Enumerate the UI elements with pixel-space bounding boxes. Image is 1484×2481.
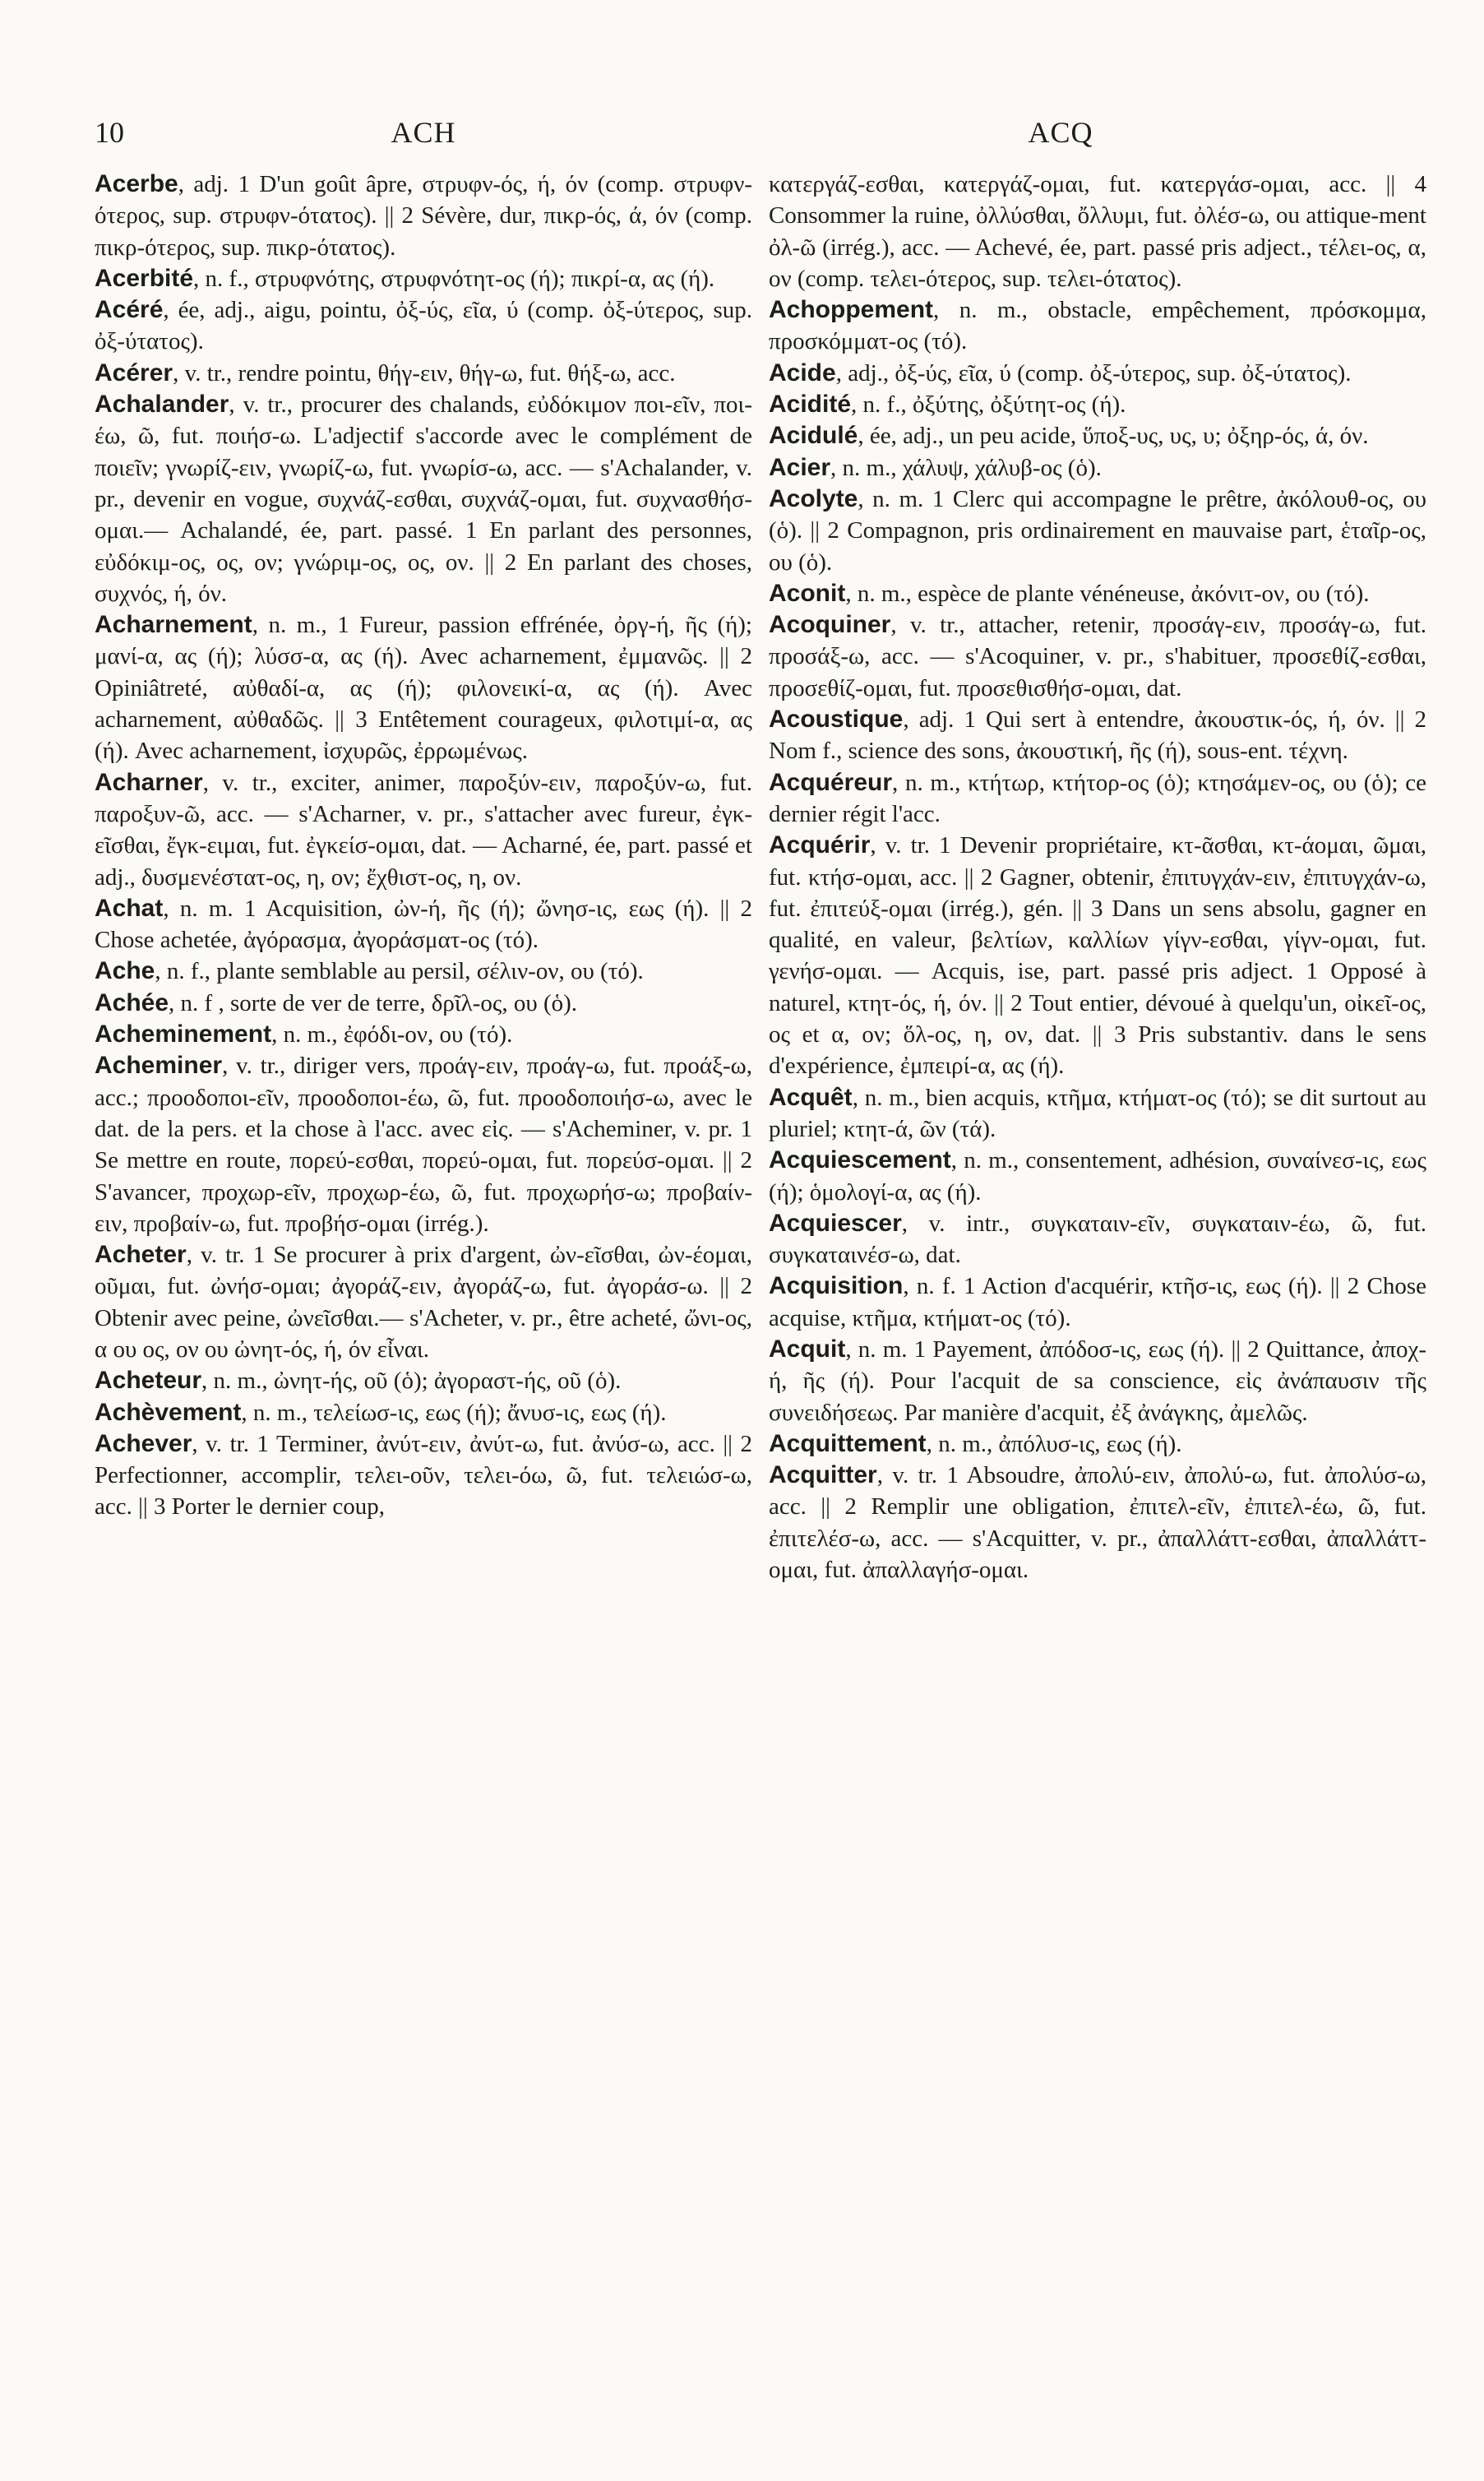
entry-headword: Ache (95, 957, 155, 985)
entry-definition: , v. intr., συγκαταιν-εῖν, συγκαταιν-έω, ῶ, fut. συγκαταινέσ-ω, dat. (769, 1210, 1426, 1269)
dictionary-entry (769, 389, 1426, 420)
entry-definition: , n. m., bien acquis, κτῆμα, κτήματ-ος (τό); se dit surtout au pluriel; κτητ-ά, ῶν (τά). (769, 1084, 1426, 1142)
entry-headword: Acheteur (95, 1367, 202, 1395)
entry-headword: Aconit (769, 579, 846, 607)
entry-headword: Acide (769, 359, 836, 386)
entry-headword: Acquitter (769, 1461, 877, 1489)
dictionary-entry (95, 893, 752, 956)
entry-headword: Acier (769, 453, 831, 481)
dictionary-entry (769, 1145, 1426, 1208)
entry-definition: , n. m. 1 Acquisition, ὠν-ή, ῆς (ή); ὤνησ-ις, εως (ή). || 2 Chose achetée, ἀγόρασμα, ἀγοράσματ-ος (τό). (95, 895, 752, 954)
entry-headword: Acolyte (769, 484, 858, 512)
entry-definition: , n. m., espèce de plante vénéneuse, ἀκόνιτ-ον, ου (τό). (845, 580, 1370, 607)
dictionary-entry (769, 609, 1426, 704)
entry-headword: Acerbe (95, 170, 178, 197)
entry-definition: , v. tr. 1 Absoudre, ἀπολύ-ειν, ἀπολύ-ω, fut. ἀπολύσ-ω, acc. || 2 Remplir une obligation, ἐπιτελ-εῖν, ἐπιτελ-έω, ῶ, fut. ἐπιτελέσ-ω, acc. — s'Acquitter, v. pr., ἀπαλλάττ-εσθαι, ἀπαλλάττ-ομαι, fut. ἀπαλλαγήσ-ομαι. (769, 1462, 1426, 1584)
entry-definition: , adj., ὀξ-ύς, εῖα, ύ (comp. ὀξ-ύτερος, sup. ὀξ-ύτατος). (835, 359, 1352, 386)
entry-headword: Acquit (769, 1335, 846, 1363)
entry-definition: , n. m., ἐφόδι-ον, ου (τό). (271, 1021, 513, 1048)
entry-definition: , ée, adj., aigu, pointu, ὀξ-ύς, εῖα, ύ (comp. ὀξ-ύτερος, sup. ὀξ-ύτατος). (95, 297, 752, 355)
dictionary-entry (769, 420, 1426, 451)
entry-definition: , adj. 1 D'un goût âpre, στρυφν-ός, ή, όν (comp. στρυφν-ότερος, sup. στρυφν-ότατος). || 2 Sévère, dur, πικρ-ός, ά, όν (comp. πικρ-ότερος, sup. πικρ-ότατος). (95, 171, 752, 261)
dictionary-entry (769, 704, 1426, 767)
entry-headword: Acoustique (769, 706, 904, 734)
dictionary-entry (769, 1334, 1426, 1428)
dictionary-entry (95, 389, 752, 609)
dictionary-entry (95, 358, 752, 389)
entry-headword: Acquiescement (769, 1146, 951, 1174)
entry-definition: , n. m. 1 Clerc qui accompagne le prêtre, ἀκόλουθ-ος, ου (ὁ). || 2 Compagnon, pris ordinairement en mauvaise part, ἑταῖρ-ος, ου (ὁ). (769, 485, 1426, 576)
dictionary-entry (95, 1365, 752, 1396)
entry-headword: Acquéreur (769, 768, 893, 796)
dictionary-entry (769, 294, 1426, 358)
page-header (95, 115, 1389, 156)
page-number: 10 (95, 116, 124, 149)
entry-definition: , n. m., ὠνητ-ής, οῦ (ὁ); ἀγοραστ-ής, οῦ (ὁ). (201, 1368, 622, 1395)
entry-headword: Achat (95, 894, 164, 922)
dictionary-entry (95, 1019, 752, 1050)
entry-headword: Acharner (95, 768, 203, 796)
entry-headword: Acéré (95, 296, 164, 324)
entry-definition: , n. f., ὀξύτης, ὀξύτητ-ος (ή). (851, 391, 1126, 419)
left-guide-word: ACH (391, 116, 456, 149)
dictionary-entry (769, 484, 1426, 578)
dictionary-entry (769, 358, 1426, 389)
dictionary-entry (769, 767, 1426, 831)
entry-definition: , n. m. 1 Payement, ἀπόδοσ-ις, εως (ή). || 2 Quittance, ἀποχ-ή, ῆς (ή). Pour l'acquit de sa conscience, εἰς ἀνάπαυσιν τῆς συνειδήσεως. Par manière d'acquit, ἐξ ἀνάγκης, ἀμελῶς. (769, 1335, 1426, 1426)
dictionary-entry (95, 609, 752, 766)
entry-definition: , n. m., 1 Fureur, passion effrénée, ὀργ-ή, ῆς (ή); μανί-α, ας (ή); λύσσ-α, ας (ή). Avec acharnement, ἐμμανῶς. || 2 Opiniâtreté, αὐθαδί-α, ας (ή); φιλονεικί-α, ας (ή). Avec acharnement, αὐθαδῶς. || 3 Entêtement courageux, φιλοτιμί-α, ας (ή). Avec acharnement, ἰσχυρῶς, ἐρρωμένως. (95, 612, 752, 765)
entry-definition: , n. f., plante semblable au persil, σέλιν-ον, ου (τό). (155, 958, 644, 985)
entry-definition: , v. tr., procurer des chalands, εὐδόκιμον ποι-εῖν, ποι-έω, ῶ, fut. ποιήσ-ω. L'adjectif s'accorde avec le complément de ποιεῖν; γνωρίζ-ειν, γνωρίζ-ω, fut. γνωρίσ-ω, acc. — s'Achalander, v. pr., devenir en vogue, συχνάζ-εσθαι, συχνάζ-ομαι, fut. συχνασθήσ-ομαι.— Achalandé, ée, part. passé. 1 En parlant des personnes, εὐδόκιμ-ος, ος, ον; γνώριμ-ος, ος, ον. || 2 En parlant des choses, συχνός, ή, όν. (95, 391, 752, 607)
entry-definition: , n. f., στρυφνότης, στρυφνότητ-ος (ή); πικρί-α, ας (ή). (193, 265, 715, 292)
entry-definition: , adj. 1 Qui sert à entendre, ἀκουστικ-ός, ή, όν. || 2 Nom f., science des sons, ἀκουστική, ῆς (ή), sous-ent. τέχνη. (769, 706, 1426, 765)
dictionary-entry (769, 830, 1426, 1081)
entry-headword: Achée (95, 988, 169, 1016)
entry-headword: Acheter (95, 1241, 187, 1269)
right-guide-word: ACQ (1028, 116, 1093, 149)
entry-headword: Acquittement (769, 1429, 927, 1457)
dictionary-entry (95, 169, 752, 263)
entry-definition: , n. f. 1 Action d'acquérir, κτῆσ-ις, εως (ή). || 2 Chose acquise, κτῆμα, κτήματ-ος (τό). (769, 1273, 1426, 1331)
dictionary-entry (95, 263, 752, 294)
entry-headword: Acquêt (769, 1083, 853, 1111)
entry-headword: Acquisition (769, 1272, 904, 1300)
dictionary-entry (769, 169, 1426, 294)
entry-definition: , ée, adj., un peu acide, ὕποξ-υς, υς, υ; ὀξηρ-ός, ά, όν. (858, 423, 1369, 450)
entry-headword: Acharnement (95, 611, 252, 639)
entry-definition: , n. m., ἀπόλυσ-ις, εως (ή). (926, 1430, 1182, 1457)
dictionary-entry (769, 1460, 1426, 1585)
entry-definition: , v. tr., rendre pointu, θήγ-ειν, θήγ-ω, fut. θήξ-ω, acc. (173, 359, 676, 386)
entry-definition: , n. m., χάλυψ, χάλυβ-ος (ὁ). (830, 454, 1102, 481)
entry-definition: , v. tr. 1 Terminer, ἀνύτ-ειν, ἀνύτ-ω, fut. ἀνύσ-ω, acc. || 2 Perfectionner, accomplir, τελει-οῦν, τελει-όω, ῶ, fut. τελειώσ-ω, acc. || 3 Porter le dernier coup, (95, 1430, 752, 1521)
entry-definition: , n. m., consentement, adhésion, συναίνεσ-ις, εως (ή); ὁμολογί-α, ας (ή). (769, 1147, 1426, 1206)
entry-headword: Acoquiner (769, 611, 891, 639)
entry-definition: , v. tr. 1 Devenir propriétaire, κτ-ᾶσθαι, κτ-άομαι, ῶμαι, fut. κτήσ-ομαι, acc. || 2 Gagner, obtenir, ἐπιτυγχάν-ειν, ἐπιτυγχάν-ω, fut. ἐπιτεύξ-ομαι (irrég.), gén. || 3 Dans un sens absolu, gagner en qualité, en valeur, βελτίων, καλλίων γίγν-εσθαι, γίγν-ομαι, fut. γενήσ-ομαι. — Acquis, ise, part. passé pris adject. 1 Opposé à naturel, κτητ-ός, ή, όν. || 2 Tout entier, dévoué à quelqu'un, οἰκεῖ-ος, ος et α, ον; ὅλ-ος, η, ον, dat. || 3 Pris substantiv. dans le sens d'expérience, ἐμπειρί-α, ας (ή). (769, 832, 1426, 1080)
dictionary-entry (769, 1208, 1426, 1271)
dictionary-entry (95, 988, 752, 1019)
dictionary-entry (95, 294, 752, 358)
dictionary-entry (95, 956, 752, 987)
entry-definition: , v. tr. 1 Se procurer à prix d'argent, ὠν-εῖσθαι, ὠν-έομαι, οῦμαι, fut. ὠνήσ-ομαι; ἀγοράζ-ειν, ἀγοράζ-ω, fut. ἀγοράσ-ω. || 2 Obtenir avec peine, ὠνεῖσθαι.— s'Acheter, v. pr., être acheté, ὤνι-ος, α ου ος, ον ου ὠνητ-ός, ή, όν εἶναι. (95, 1242, 752, 1363)
right-column (769, 169, 1426, 1585)
dictionary-entry (769, 578, 1426, 609)
dictionary-entry (95, 1239, 752, 1365)
entry-headword: Achalander (95, 391, 229, 419)
entry-definition: , n. f , sorte de ver de terre, δρῖλ-ος, ου (ὁ). (169, 989, 578, 1016)
entry-headword: Acheminement (95, 1021, 272, 1048)
entry-headword: Acidité (769, 391, 852, 419)
entry-definition: , n. m., obstacle, empêchement, πρόσκομμα, προσκόμματ-ος (τό). (769, 297, 1426, 355)
entry-headword: Acheminer (95, 1052, 223, 1080)
dictionary-entry (769, 1271, 1426, 1334)
left-column (95, 169, 752, 1523)
dictionary-entry (769, 1082, 1426, 1146)
entry-headword: Acquiescer (769, 1209, 902, 1237)
dictionary-entry (95, 1428, 752, 1523)
entry-definition: , n. m., τελείωσ-ις, εως (ή); ἄνυσ-ις, εως (ή). (241, 1399, 667, 1426)
entry-definition: , v. tr., attacher, retenir, προσάγ-ειν, προσάγ-ω, fut. προσάξ-ω, acc. — s'Acoquiner, v. pr., s'habituer, προσεθίζ-εσθαι, προσεθίζ-ομαι, fut. προσεθισθήσ-ομαι, dat. (769, 612, 1426, 701)
entry-headword: Achèvement (95, 1398, 242, 1426)
entry-definition: , n. m., κτήτωρ, κτήτορ-ος (ὁ); κτησάμεν-ος, ου (ὁ); ce dernier régit l'acc. (769, 769, 1426, 827)
entry-headword: Acquérir (769, 831, 871, 859)
entry-headword: Acidulé (769, 422, 858, 450)
dictionary-entry (95, 767, 752, 893)
entry-definition: , v. tr., exciter, animer, παροξύν-ειν, παροξύν-ω, fut. παροξυν-ῶ, acc. — s'Acharner, v. pr., s'attacher avec fureur, ἐγκ-εῖσθαι, ἔγκ-ειμαι, fut. ἐγκείσ-ομαι, dat. — Acharné, ée, part. passé et adj., δυσμενέστατ-ος, η, ον; ἔχθιστ-ος, η, ον. (95, 769, 752, 891)
dictionary-entry (769, 452, 1426, 484)
dictionary-entry (95, 1050, 752, 1239)
entry-definition: κατεργάζ-εσθαι, κατεργάζ-ομαι, fut. κατεργάσ-ομαι, acc. || 4 Consommer la ruine, ὀλλύσθαι, ὄλλυμι, fut. ὀλέσ-ω, ou attique-ment ὀλ-ῶ (irrég.), acc. — Achevé, ée, part. passé pris adject., τέλει-ος, α, ον (comp. τελει-ότερος, sup. τελει-ότατος). (769, 171, 1426, 292)
entry-headword: Acérer (95, 359, 173, 386)
dictionary-entry (95, 1397, 752, 1428)
entry-headword: Achoppement (769, 296, 934, 324)
entry-headword: Achever (95, 1429, 192, 1457)
entry-definition: , v. tr., diriger vers, προάγ-ειν, προάγ-ω, fut. προάξ-ω, acc.; προοδοποι-εῖν, προοδοποι-έω, ῶ, fut. προοδοποιήσ-ω, avec le dat. de la pers. et la chose à l'acc. avec εἰς. — s'Acheminer, v. pr. 1 Se mettre en route, πορεύ-εσθαι, πορεύ-ομαι, fut. πορεύσ-ομαι. || 2 S'avancer, προχωρ-εῖν, προχωρ-έω, ῶ, fut. προχωρήσ-ω; προβαίν-ειν, προβαίν-ω, fut. προβήσ-ομαι (irrég.). (95, 1053, 752, 1237)
dictionary-entry (769, 1428, 1426, 1460)
entry-headword: Acerbité (95, 264, 194, 292)
